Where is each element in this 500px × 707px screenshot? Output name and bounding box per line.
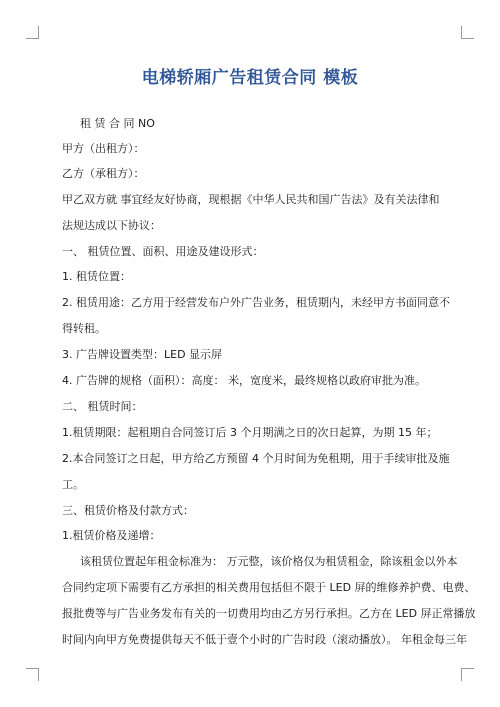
body-line: 1. 租赁位置：	[62, 270, 131, 283]
body-line: 得转租。	[62, 322, 106, 335]
crop-mark-top-left	[26, 26, 39, 39]
body-line: 一、 租赁位置、面积、用途及建设形式：	[62, 245, 264, 258]
crop-mark-bottom-right	[461, 668, 474, 681]
document-title: 电梯轿厢广告租赁合同 模板	[141, 68, 359, 88]
body-line: 报批费等与广告业务发布有关的一切费用均由乙方另行承担。乙方在 LED 屏正常播放	[62, 607, 476, 620]
body-line: 2. 租赁用途：乙方用于经营发布户外广告业务，租赁期内，未经甲方书面同意不	[62, 296, 450, 309]
body-line: 合同约定项下需要有乙方承担的相关费用包括但不限于 LED 屏的维修养护费、电费、	[62, 581, 476, 594]
body-line: 甲方（出租方）：	[62, 142, 145, 155]
body-line: 二、 租赁时间：	[62, 400, 143, 413]
body-line: 3. 广告牌设置类型：LED 显示屏	[62, 348, 223, 361]
body-line: 该租赁位置起年租金标准为： 万元整，该价格仅为租赁租金，除该租金以外本	[80, 555, 458, 568]
body-line: 2.本合同签订之日起，甲方给乙方预留 4 个月时间为免租期，用于手续审批及施	[62, 452, 450, 465]
crop-mark-bottom-left	[26, 668, 39, 681]
body-line: 时间内向甲方免费提供每天不低于壹个小时的广告时段（滚动播放）。 年租金每三年	[62, 633, 467, 646]
body-line: 法规达成以下协议：	[62, 219, 161, 232]
body-line: 4. 广告牌的规格（面积）：高度： 米，宽度米，最终规格以政府审批为准。	[62, 374, 426, 387]
body-line: 1.租赁期限：起租期自合同签订后 3 个月期满之日的次日起算，为期 15 年；	[62, 426, 438, 439]
body-line: 租 赁 合 同 NO	[80, 117, 155, 130]
body-line: 三、租赁价格及付款方式：	[62, 504, 194, 517]
body-line: 工。	[62, 478, 84, 491]
crop-mark-top-right	[461, 26, 474, 39]
body-line: 甲乙双方就 事宜经友好协商，现根据《中华人民共和国广告法》及有关法律和	[62, 193, 440, 206]
body-line: 1.租赁价格及递增：	[62, 529, 161, 542]
body-line: 乙方（承租方）：	[62, 167, 145, 180]
